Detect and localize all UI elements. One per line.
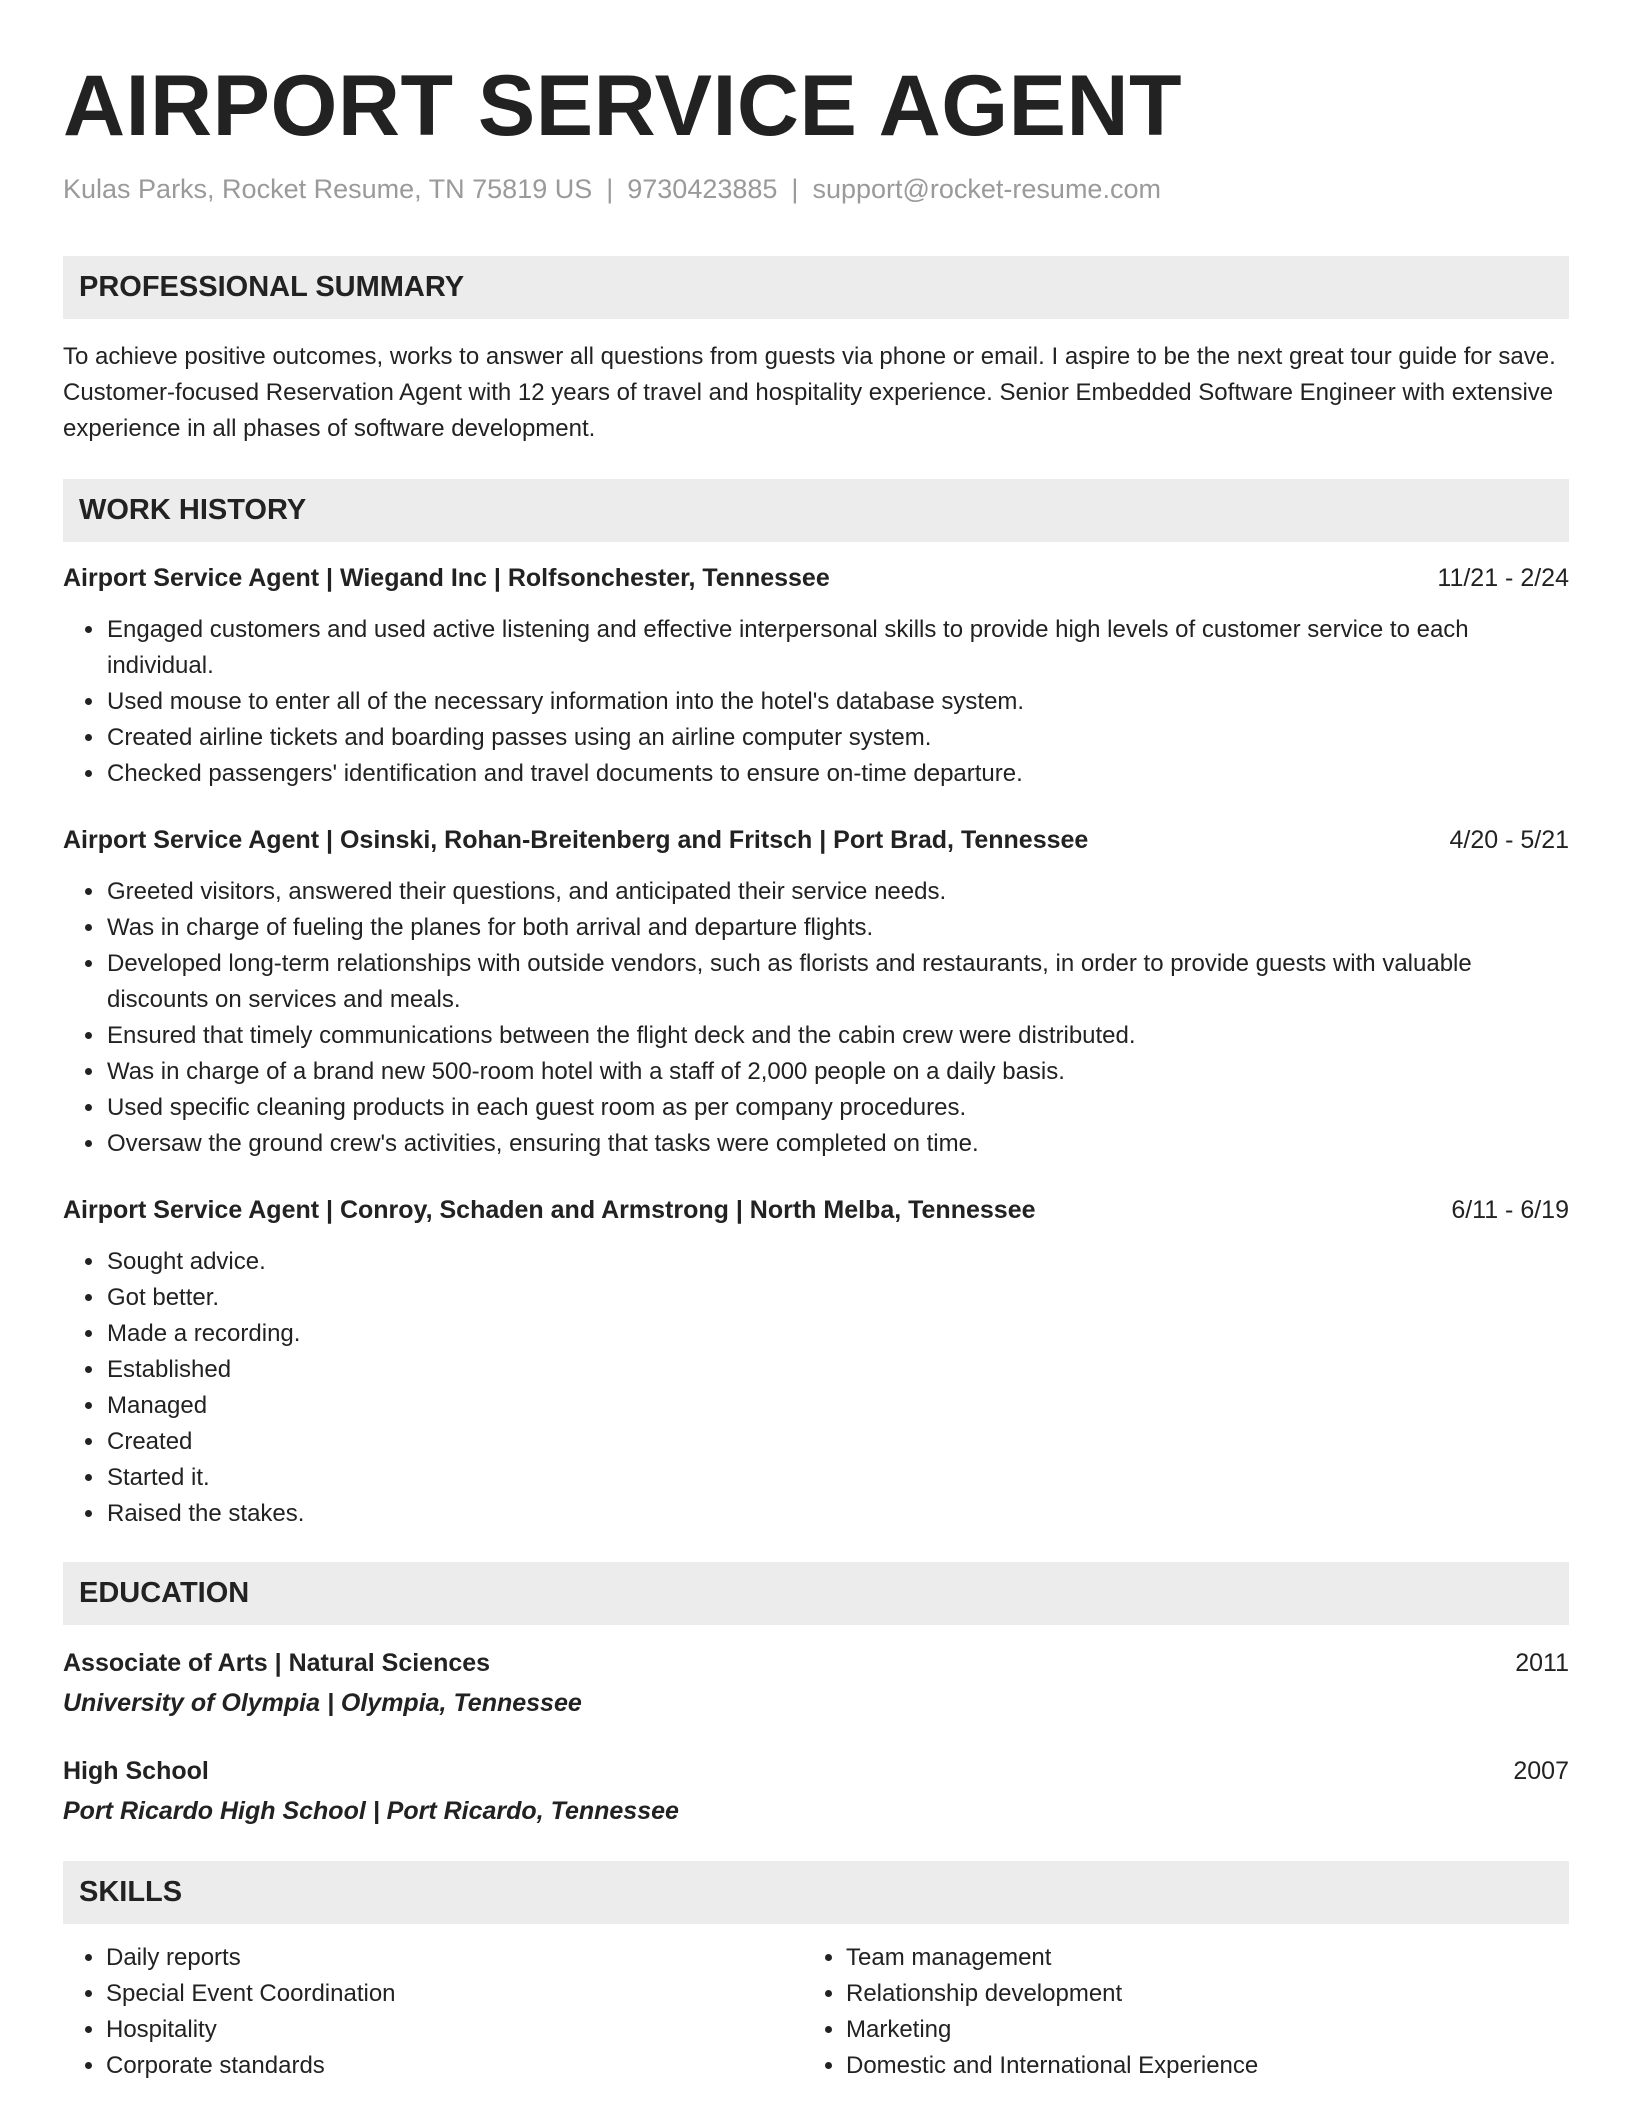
job-bullet: • Engaged customers and used active listening and effective interpersonal skills to provide high levels of customer service to each individual. [106, 612, 1569, 684]
education-year: 2007 [1513, 1757, 1569, 1785]
contact-line [63, 172, 1569, 206]
job-bullet: • Sought advice. [106, 1244, 1569, 1280]
job-bullet: • Got better. [106, 1280, 1569, 1316]
education-entry [63, 1647, 1569, 1719]
job-bullet: • Managed [106, 1388, 1569, 1424]
contact-separator: | [606, 174, 614, 204]
skills-columns [63, 1940, 1569, 2084]
education-year: 2011 [1515, 1649, 1569, 1677]
job-bullet: • Checked passengers' identification and travel documents to ensure on-time departure. [106, 756, 1569, 792]
education-school: Port Ricardo High School | Port Ricardo, Tennessee [63, 1797, 679, 1825]
job-entry [63, 1194, 1569, 1532]
skill-item: • Hospitality [106, 2012, 803, 2048]
skill-item: • Team management [846, 1940, 1543, 1976]
job-header [63, 1194, 1569, 1226]
job-bullet: • Was in charge of a brand new 500-room hotel with a staff of 2,000 people on a daily basis. [106, 1054, 1569, 1090]
job-bullet: • Created airline tickets and boarding passes using an airline computer system. [106, 720, 1569, 756]
skill-item: • Special Event Coordination [106, 1976, 803, 2012]
job-bullets [63, 612, 1569, 792]
job-bullets [63, 1244, 1569, 1532]
job-entry [63, 824, 1569, 1162]
education-school: University of Olympia | Olympia, Tennessee [63, 1689, 582, 1717]
job-bullet: • Used mouse to enter all of the necessary information into the hotel's database system. [106, 684, 1569, 720]
job-bullet: • Raised the stakes. [106, 1496, 1569, 1532]
contact-address: Kulas Parks, Rocket Resume, TN 75819 US [63, 174, 593, 204]
section-header-education: EDUCATION [63, 1562, 1569, 1625]
contact-phone: 9730423885 [627, 174, 778, 204]
education-entry [63, 1755, 1569, 1827]
skill-item: • Marketing [846, 2012, 1543, 2048]
job-dates: 6/11 - 6/19 [1451, 1196, 1569, 1224]
section-header-summary: PROFESSIONAL SUMMARY [63, 256, 1569, 319]
contact-separator: | [791, 174, 799, 204]
skill-item: • Corporate standards [106, 2048, 803, 2084]
job-title: Airport Service Agent | Wiegand Inc | Rolfsonchester, Tennessee [63, 564, 830, 592]
job-bullet: • Started it. [106, 1460, 1569, 1496]
job-dates: 11/21 - 2/24 [1437, 564, 1569, 592]
job-bullet: • Established [106, 1352, 1569, 1388]
education-degree: High School [63, 1757, 209, 1785]
skill-item: • Relationship development [846, 1976, 1543, 2012]
section-header-work-history: WORK HISTORY [63, 479, 1569, 542]
job-bullet: • Developed long-term relationships with outside vendors, such as florists and restaurants, in order to provide guests with valuable discounts on services and meals. [106, 946, 1569, 1018]
job-header [63, 824, 1569, 856]
section-header-skills: SKILLS [63, 1861, 1569, 1924]
skill-item: • Daily reports [106, 1940, 803, 1976]
job-bullets [63, 874, 1569, 1162]
summary-text: To achieve positive outcomes, works to answer all questions from guests via phone or email. I aspire to be the next great tour guide for save. Customer-focused Reservation Agent with 12 years of travel and hospitality experience. Senior Embedded Software Engineer with extensive experience in all phases of software development. [63, 343, 1556, 442]
job-header [63, 562, 1569, 594]
contact-email: support@rocket-resume.com [812, 174, 1161, 204]
education-degree: Associate of Arts | Natural Sciences [63, 1649, 491, 1677]
job-bullet: • Made a recording. [106, 1316, 1569, 1352]
job-bullet: • Ensured that timely communications between the flight deck and the cabin crew were distributed. [106, 1018, 1569, 1054]
job-bullet: • Created [106, 1424, 1569, 1460]
skills-list-right [803, 1940, 1543, 2084]
skill-item: • Domestic and International Experience [846, 2048, 1543, 2084]
job-title: Airport Service Agent | Osinski, Rohan-Breitenberg and Fritsch | Port Brad, Tennessee [63, 826, 1089, 854]
job-dates: 4/20 - 5/21 [1449, 826, 1569, 854]
job-bullet: • Was in charge of fueling the planes for both arrival and departure flights. [106, 910, 1569, 946]
resume-name: AIRPORT SERVICE AGENT [63, 58, 1183, 154]
skills-list-left [63, 1940, 803, 2084]
job-bullet: • Greeted visitors, answered their questions, and anticipated their service needs. [106, 874, 1569, 910]
job-bullet: • Oversaw the ground crew's activities, ensuring that tasks were completed on time. [106, 1126, 1569, 1162]
education-header [63, 1647, 1569, 1679]
job-bullet: • Used specific cleaning products in each guest room as per company procedures. [106, 1090, 1569, 1126]
job-entry [63, 562, 1569, 792]
education-header [63, 1755, 1569, 1787]
job-title: Airport Service Agent | Conroy, Schaden and Armstrong | North Melba, Tennessee [63, 1196, 1036, 1224]
